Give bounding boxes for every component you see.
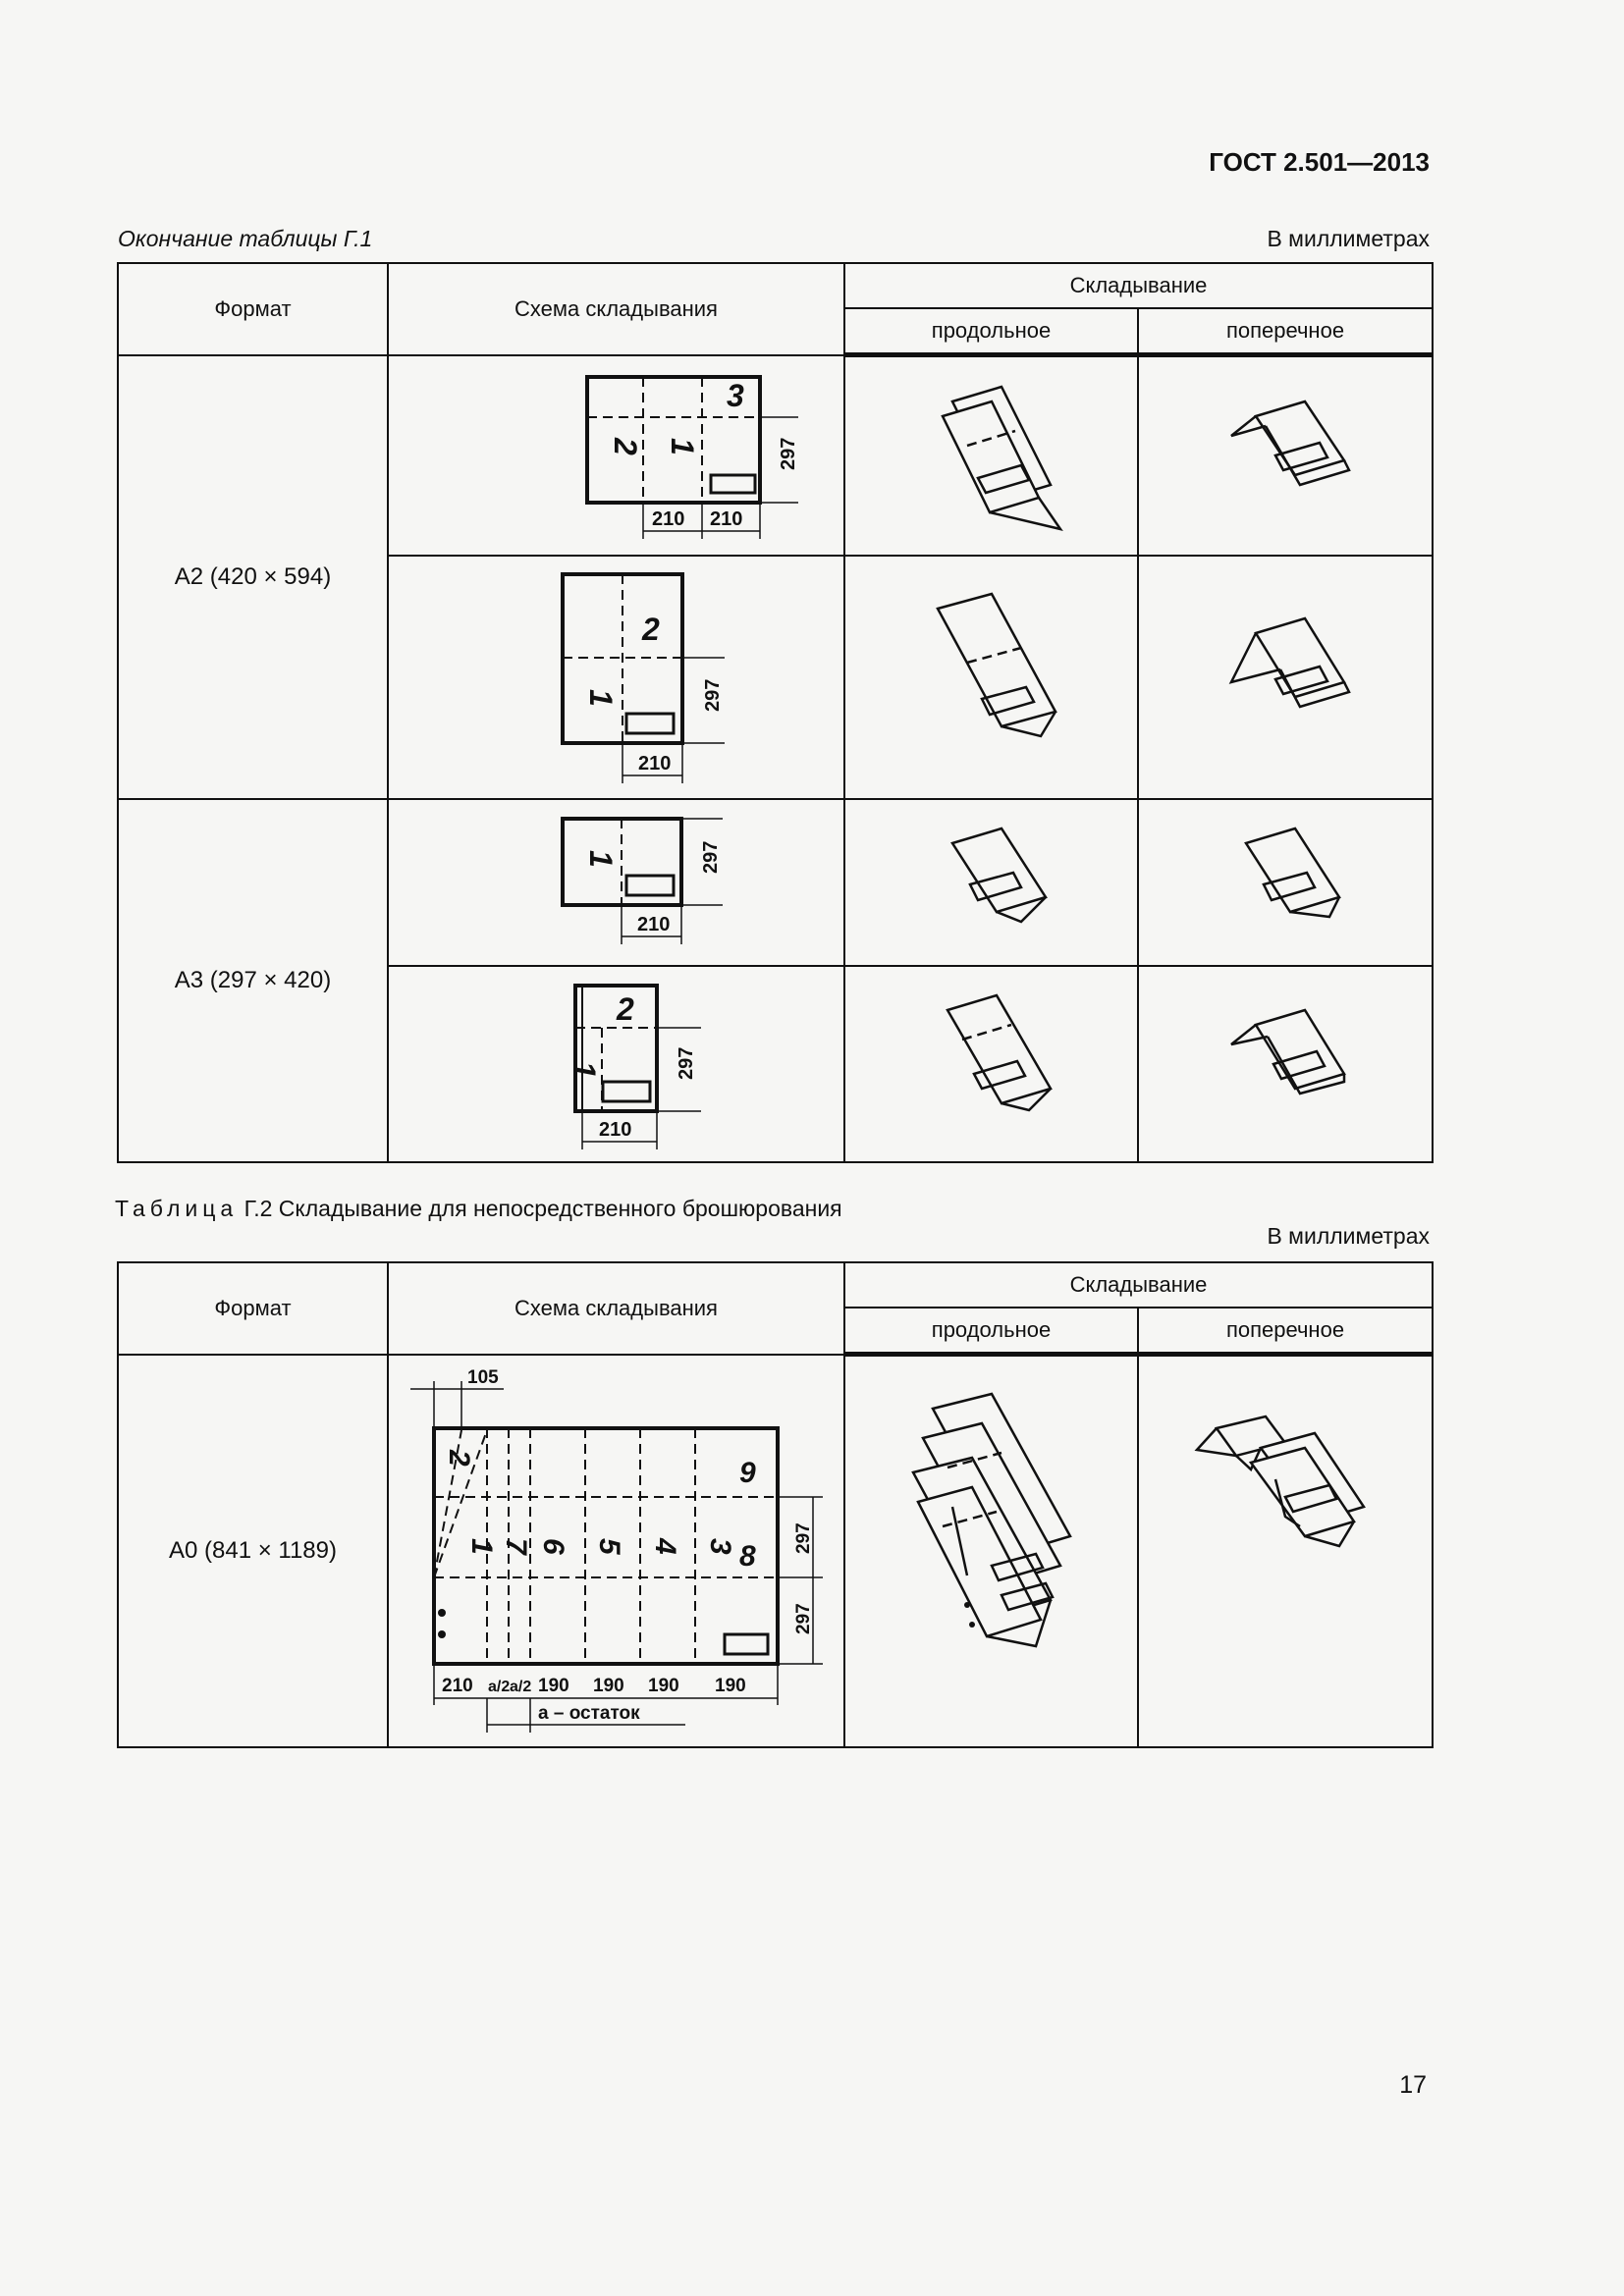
folding-scheme-diagram bbox=[469, 560, 764, 795]
dimension-label: 297 bbox=[792, 1602, 814, 1634]
col-header-scheme: Схема складывания bbox=[388, 1262, 844, 1355]
binding-hole bbox=[438, 1609, 446, 1617]
folding-scheme-diagram bbox=[391, 1360, 842, 1742]
table1-caption: Окончание таблицы Г.1 bbox=[118, 226, 373, 251]
sheet-number: 3 bbox=[726, 377, 744, 413]
col-header-transverse: поперечное bbox=[1138, 308, 1433, 355]
table2-units: В миллиметрах bbox=[1267, 1223, 1430, 1249]
dimension-label: 297 bbox=[777, 437, 799, 470]
fold-longitudinal-a3-1 bbox=[844, 799, 1138, 966]
dimension-label: 210 bbox=[651, 507, 684, 530]
col-header-transverse: поперечное bbox=[1138, 1308, 1433, 1355]
sheet-number: 1 bbox=[582, 849, 619, 868]
col-header-format: Формат bbox=[118, 263, 388, 355]
fold-transverse-a2-1 bbox=[1138, 355, 1433, 556]
transverse-fold-illustration bbox=[1167, 1389, 1403, 1713]
binding-hole bbox=[964, 1602, 970, 1608]
longitudinal-fold-illustration bbox=[874, 1389, 1110, 1713]
document-header: ГОСТ 2.501—2013 bbox=[1209, 147, 1430, 177]
fold-transverse-a2-2 bbox=[1138, 556, 1433, 799]
transverse-fold-illustration bbox=[1207, 814, 1364, 951]
dimension-label: 190 bbox=[714, 1675, 746, 1696]
table-title: Г.2 Складывание для непосредственного брошюрования bbox=[244, 1196, 842, 1221]
col-header-format: Формат bbox=[118, 1262, 388, 1355]
dimension-label: 190 bbox=[537, 1675, 569, 1696]
sheet-number: 1 bbox=[664, 437, 700, 455]
table1-units: В миллиметрах bbox=[1267, 226, 1430, 251]
dimension-label: a/2 bbox=[487, 1678, 510, 1695]
sheet-number: 3 bbox=[703, 1537, 736, 1555]
longitudinal-fold-illustration bbox=[913, 814, 1070, 951]
dimension-label: 297 bbox=[675, 1046, 697, 1080]
col-header-folding: Складывание bbox=[844, 1262, 1433, 1308]
sheet-number: 1 bbox=[582, 688, 619, 707]
sheet-number: 2 bbox=[607, 437, 643, 455]
fold-longitudinal-a0 bbox=[844, 1355, 1138, 1747]
format-cell-a2: A2 (420 × 594) bbox=[118, 355, 388, 799]
dimension-label: 210 bbox=[636, 913, 670, 935]
transverse-fold-illustration bbox=[1207, 589, 1364, 766]
fold-longitudinal-a2-2 bbox=[844, 556, 1138, 799]
sheet-number: 1 bbox=[566, 1060, 602, 1079]
page-number: 17 bbox=[1399, 2071, 1427, 2099]
fold-transverse-a0 bbox=[1138, 1355, 1433, 1747]
dimension-note: a – остаток bbox=[537, 1702, 640, 1724]
dimension-label: 190 bbox=[592, 1675, 624, 1696]
dimension-label: 297 bbox=[792, 1522, 814, 1554]
scheme-a3-2 bbox=[388, 966, 844, 1162]
sheet-number: 1 bbox=[464, 1537, 498, 1555]
folding-scheme-diagram bbox=[469, 362, 799, 549]
col-header-longitudinal: продольное bbox=[844, 1308, 1138, 1355]
transverse-fold-illustration bbox=[1207, 986, 1364, 1143]
table2-caption bbox=[115, 1196, 842, 1222]
dimension-label: 210 bbox=[709, 507, 742, 530]
sheet-number: 2 bbox=[616, 990, 634, 1027]
dimension-label: 105 bbox=[466, 1366, 499, 1388]
sheet-number: 4 bbox=[648, 1537, 681, 1555]
longitudinal-fold-illustration bbox=[913, 579, 1070, 775]
format-cell-a0: А0 (841 × 1189) bbox=[118, 1355, 388, 1747]
sheet-number: 8 bbox=[738, 1539, 756, 1573]
sheet-number: 2 bbox=[442, 1449, 475, 1467]
dimension-label: 297 bbox=[701, 678, 724, 712]
dimension-label: 210 bbox=[598, 1118, 631, 1141]
scheme-a0 bbox=[388, 1355, 844, 1747]
sheet-number: 2 bbox=[641, 611, 660, 647]
dimension-label: 190 bbox=[647, 1675, 679, 1696]
col-header-longitudinal: продольное bbox=[844, 308, 1138, 355]
fold-longitudinal-a2-1 bbox=[844, 355, 1138, 556]
binding-hole bbox=[969, 1622, 975, 1628]
table-g1 bbox=[117, 262, 1434, 1163]
dimension-label: 210 bbox=[637, 752, 671, 774]
transverse-fold-illustration bbox=[1207, 377, 1364, 534]
fold-longitudinal-a3-2 bbox=[844, 966, 1138, 1162]
scheme-a3-1 bbox=[388, 799, 844, 966]
folding-scheme-diagram bbox=[469, 971, 764, 1157]
sheet-number: 5 bbox=[592, 1537, 625, 1555]
sheet-number: 7 bbox=[499, 1537, 532, 1555]
table-g2 bbox=[117, 1261, 1434, 1748]
scheme-a2-1 bbox=[388, 355, 844, 556]
longitudinal-fold-illustration bbox=[913, 981, 1070, 1148]
scheme-a2-2 bbox=[388, 556, 844, 799]
folding-scheme-diagram bbox=[469, 804, 764, 961]
table-label: Таблица bbox=[115, 1196, 239, 1221]
fold-transverse-a3-2 bbox=[1138, 966, 1433, 1162]
dimension-label: 297 bbox=[699, 840, 722, 874]
sheet-number: 9 bbox=[738, 1456, 756, 1489]
format-cell-a3: А3 (297 × 420) bbox=[118, 799, 388, 1162]
col-header-scheme: Схема складывания bbox=[388, 263, 844, 355]
longitudinal-fold-illustration bbox=[913, 372, 1070, 539]
col-header-folding: Складывание bbox=[844, 263, 1433, 308]
dimension-label: 210 bbox=[441, 1675, 473, 1696]
dimension-label: a/2 bbox=[509, 1678, 531, 1695]
fold-transverse-a3-1 bbox=[1138, 799, 1433, 966]
binding-hole bbox=[438, 1630, 446, 1638]
sheet-number: 6 bbox=[536, 1537, 569, 1555]
